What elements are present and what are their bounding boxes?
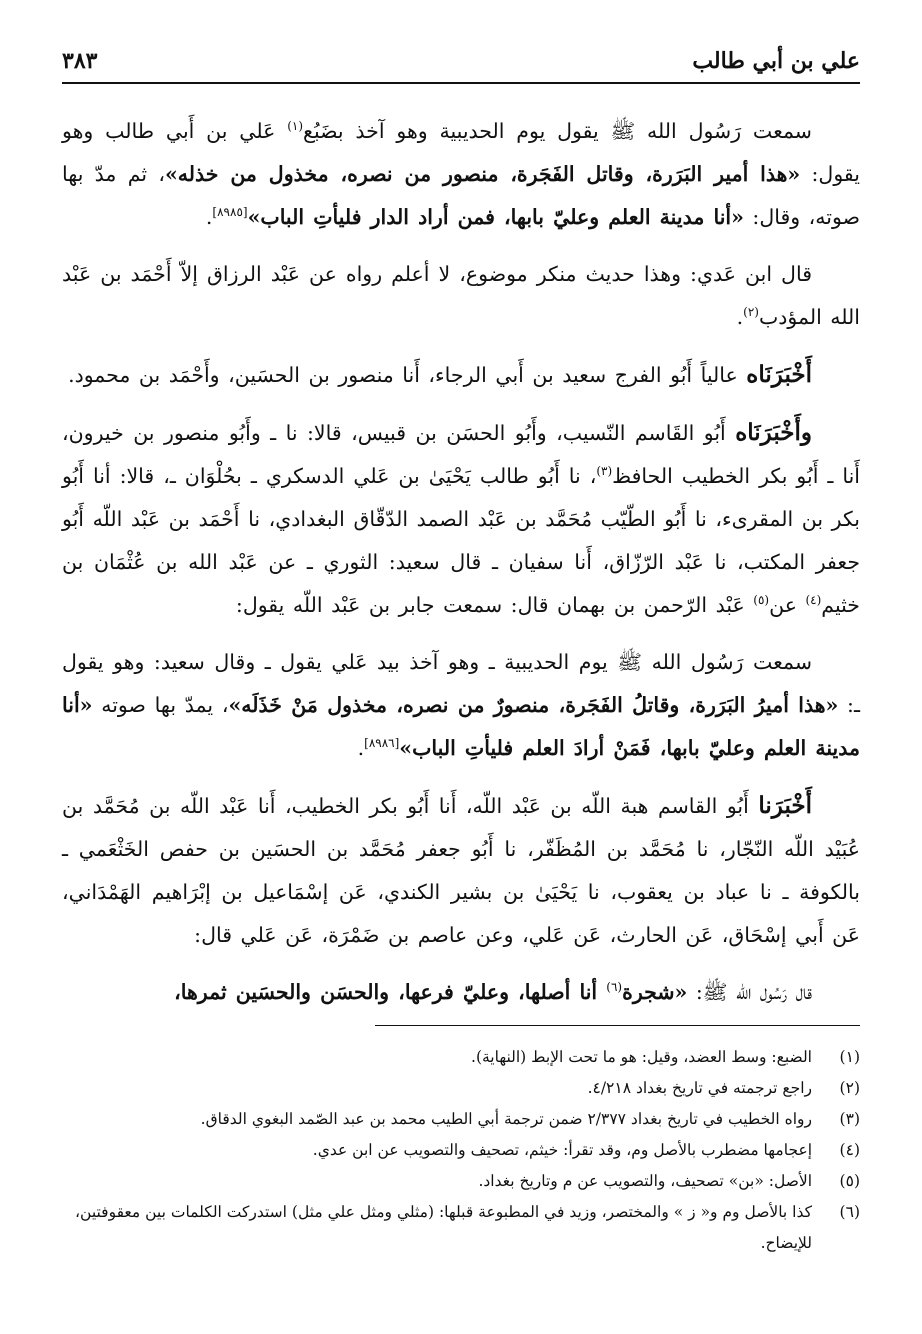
page-header xyxy=(62,38,860,84)
footnote-number: (٢) xyxy=(839,1079,860,1097)
footnote xyxy=(62,1073,860,1104)
paragraph xyxy=(62,411,860,627)
footnote-number: (٣) xyxy=(839,1110,860,1128)
paragraph xyxy=(62,971,860,1014)
footnote-text: إعجامها مضطرب بالأصل وم، وقد تقرأ: خيثم، تصحيف والتصويب عن ابن عدي. xyxy=(312,1141,812,1159)
footnote-number: (١) xyxy=(839,1048,860,1066)
paragraph-text: أَبُو القَاسم النّسيب، وأَبُو الحسَن بن قبيس، قالا: نا ـ وأَبُو منصور بن خيرون، أَنا ـ أَبُو بكر الخطيب الحافظ xyxy=(62,421,860,488)
footnote-reference: (٢) xyxy=(743,305,759,320)
footnote-reference: (٤) xyxy=(805,593,822,608)
footnotes xyxy=(62,1042,860,1259)
paragraph-text: عن xyxy=(769,593,806,617)
footnote-reference: (٦) xyxy=(606,980,623,995)
footnote-reference: [٨٩٨٦] xyxy=(364,736,400,751)
paragraph-text: سمعت رَسُول الله ﷺ يقول يوم الحديبية وهو آخذ بضَبُع xyxy=(303,119,812,143)
isnad-lead-word: أَخْبَرَنا xyxy=(758,792,812,819)
isnad-lead-word: وأَخْبَرَنَاه xyxy=(735,419,812,446)
paragraph-text: قال رَسُول الله ﷺ: xyxy=(687,980,812,1004)
footnote xyxy=(62,1104,860,1135)
main-text xyxy=(62,110,860,1028)
footnote-text: الأصل: «بن» تصحيف، والتصويب عن م وتاريخ بغداد. xyxy=(478,1172,812,1190)
paragraph xyxy=(62,784,860,957)
footnote-reference: (٥) xyxy=(753,593,770,608)
paragraph xyxy=(62,353,860,397)
hadith-quote: «هذا أميرُ البَرَرة، وقاتلُ الفَجَرة، منصورٌ من نصره، مخذول مَنْ خَذَلَه» xyxy=(228,693,839,717)
page-number: ٣٨٣ xyxy=(62,48,98,74)
footnote xyxy=(62,1042,860,1073)
paragraph-text: . xyxy=(736,305,744,329)
hadith-quote: «أنا مدينة العلم وعليّ بابها، فَمَنْ أرادَ العلم فليأتِ الباب» xyxy=(62,693,860,760)
footnote-text: كذا بالأصل وم و« ز » والمختصر، وزيد في المطبوعة قبلها: (مثلي ومثل علي مثل) استدركت الكلمات بين معقوفتين، للإيضاح. xyxy=(75,1203,812,1252)
paragraph-text: عالياً أَبُو الفرج سعيد بن أَبي الرجاء، أَنا منصور بن الحسَين، وأَحْمَد بن محمود. xyxy=(68,363,747,387)
footnote-text: راجع ترجمته في تاريخ بغداد ٤/٢١٨. xyxy=(587,1079,812,1097)
paragraph-text: . xyxy=(357,736,365,760)
footnote-number: (٥) xyxy=(839,1172,860,1190)
paragraph-text: أَبُو القاسم هبة اللّه بن عَبْد اللّه، أَنا أَبُو بكر الخطيب، أَنا عَبْد اللّه بن مُحَمَّد بن عُبَيْد اللّه النّجّار، نا مُحَمَّد بن المُظَفّر، نا أَبُو جعفر مُحَمَّد بن الحسَين بن حفص الخَثْعَمي ـ بالكوفة ـ نا عباد بن يعقوب، نا يَحْيَىٰ بن بشير الكندي، عَن إسْمَاعيل بن إبْرَاهيم الهَمْدَاني، عَن أَبي إسْحَاق، عَن الحارث، عَن عَلي، وعن عاصم بن ضَمْرَة، عَن عَلي قال: xyxy=(62,794,860,947)
paragraph-text: عَلي بن أَبي طالب وهو يقول: xyxy=(62,119,860,186)
paragraph-text: ، يمدّ بها صوته xyxy=(92,693,229,717)
paragraph-text: ، ثم مدّ بها صوته، وقال: xyxy=(62,162,860,229)
header-rule xyxy=(62,82,860,84)
paragraph xyxy=(62,641,860,770)
hadith-quote: «هذا أمير البَرَرة، وقاتل الفَجَرة، منصور من نصره، مخذول من خذله» xyxy=(164,162,801,186)
footnote-text: رواه الخطيب في تاريخ بغداد ٢/٣٧٧ ضمن ترجمة أبي الطيب محمد بن عبد الصّمد البغوي الدقاق. xyxy=(200,1110,812,1128)
footnote xyxy=(62,1166,860,1197)
isnad-lead-word: أَخْبَرَنَاه xyxy=(746,361,812,388)
paragraph-text: قال ابن عَدي: وهذا حديث منكر موضوع، لا أعلم رواه عن عَبْد الرزاق إلاّ أَحْمَد بن عَبْد الله المؤدب xyxy=(62,262,860,329)
footnote-reference: [٨٩٨٥] xyxy=(212,205,248,220)
paragraph xyxy=(62,110,860,239)
paragraph-text: عَبْد الرّحمن بن بهمان قال: سمعت جابر بن عَبْد اللّه يقول: xyxy=(235,593,754,617)
footnote-reference: (٣) xyxy=(596,464,613,479)
paragraph xyxy=(62,253,860,339)
hadith-quote: «شجرة xyxy=(622,980,688,1004)
running-title: علي بن أبي طالب xyxy=(692,48,860,74)
footnote-number: (٦) xyxy=(839,1203,860,1221)
hadith-quote: «أنا مدينة العلم وعليّ بابها، فمن أراد الدار فليأتِ الباب» xyxy=(247,205,744,229)
footnote xyxy=(62,1135,860,1166)
paragraph-text: . xyxy=(205,205,213,229)
footnote-rule xyxy=(375,1025,860,1026)
footnote-reference: (١) xyxy=(287,119,304,134)
paragraph-text: سمعت رَسُول الله ﷺ يوم الحديبية ـ وهو آخذ بيد عَلي يقول ـ وقال سعيد: وهو يقول ـ: xyxy=(62,650,860,717)
footnote-number: (٤) xyxy=(839,1141,860,1159)
paragraph-text: ، نا أَبُو طالب يَحْيَىٰ بن عَلي الدسكري ـ بحُلْوَان ـ، قالا: أنا أَبُو بكر بن المقرىء، نا أَبُو الطّيّب مُحَمَّد بن عَبْد الصمد الدّقّاق البغدادي، نا أَحْمَد بن عَبْد اللّه أَبُو جعفر المكتب، نا عَبْد الرّزّاق، أَنا سفيان ـ قال سعيد: الثوري ـ عن عَبْد الله بن عُثْمَان بن خثيم xyxy=(62,464,860,617)
hadith-quote: أنا أصلها، وعليّ فرعها، والحسَن والحسَين ثمرها، xyxy=(174,980,607,1004)
footnote-text: الضبع: وسط العضد، وقيل: هو ما تحت الإبط (النهاية). xyxy=(471,1048,812,1066)
footnote xyxy=(62,1197,860,1259)
